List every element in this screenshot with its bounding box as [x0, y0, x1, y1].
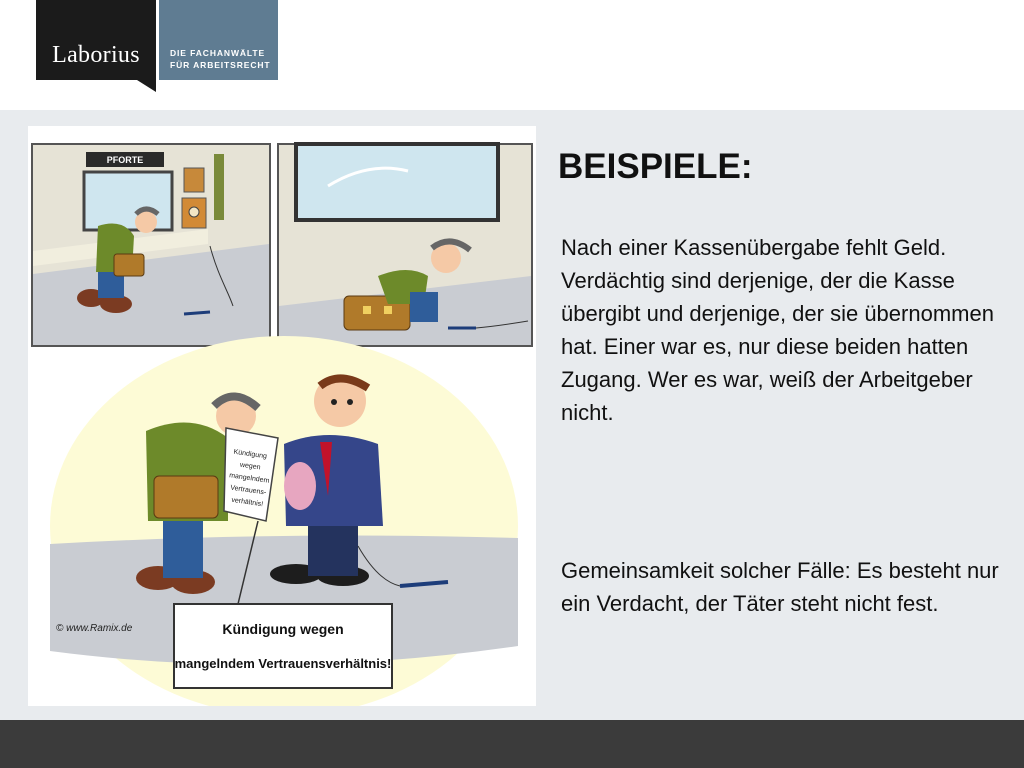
footer-bar — [0, 720, 1024, 768]
caption-line-2: mangelndem Vertrauensverhältnis! — [174, 656, 392, 671]
sign-pforte: PFORTE — [106, 155, 144, 165]
cartoon-panel-3 — [50, 336, 518, 706]
logo-name: Laborius — [52, 42, 140, 68]
cartoon-panel-1 — [32, 144, 270, 346]
cartoon-panel-2 — [278, 144, 532, 346]
slide-title: BEISPIELE: — [558, 147, 753, 186]
logo-tail — [137, 80, 156, 92]
cartoon-copyright: © www.Ramix.de — [56, 623, 133, 634]
svg-text:verhältnis!: verhältnis! — [230, 496, 264, 509]
logo-wordmark[interactable] — [36, 0, 156, 80]
caption-line-1: Kündigung wegen — [222, 621, 344, 637]
cartoon-image — [28, 126, 536, 706]
svg-text:Kündigung: Kündigung — [233, 448, 268, 461]
svg-text:Vertrauens-: Vertrauens- — [229, 484, 267, 497]
header — [0, 0, 1024, 110]
svg-text:mangelndem: mangelndem — [228, 472, 270, 485]
body-paragraph-1: Nach einer Kassenübergabe fehlt Geld. Verdächtig sind derjenige, der die Kasse übergibt und derjenige, der sie übernommen hat. Einer war es, nur diese beiden hatten Zugang. Wer es war, weiß der Arbeitgeber nicht. — [561, 235, 994, 425]
logo-tagline-box — [159, 0, 278, 80]
logo-tagline-line1: DIE FACHANWÄLTE — [170, 48, 266, 58]
body-paragraph-2: Gemeinsamkeit solcher Fälle: Es besteht nur ein Verdacht, der Täter steht nicht fest. — [561, 558, 999, 616]
logo-tagline-line2: FÜR ARBEITSRECHT — [170, 60, 271, 70]
svg-text:wegen: wegen — [239, 461, 261, 472]
